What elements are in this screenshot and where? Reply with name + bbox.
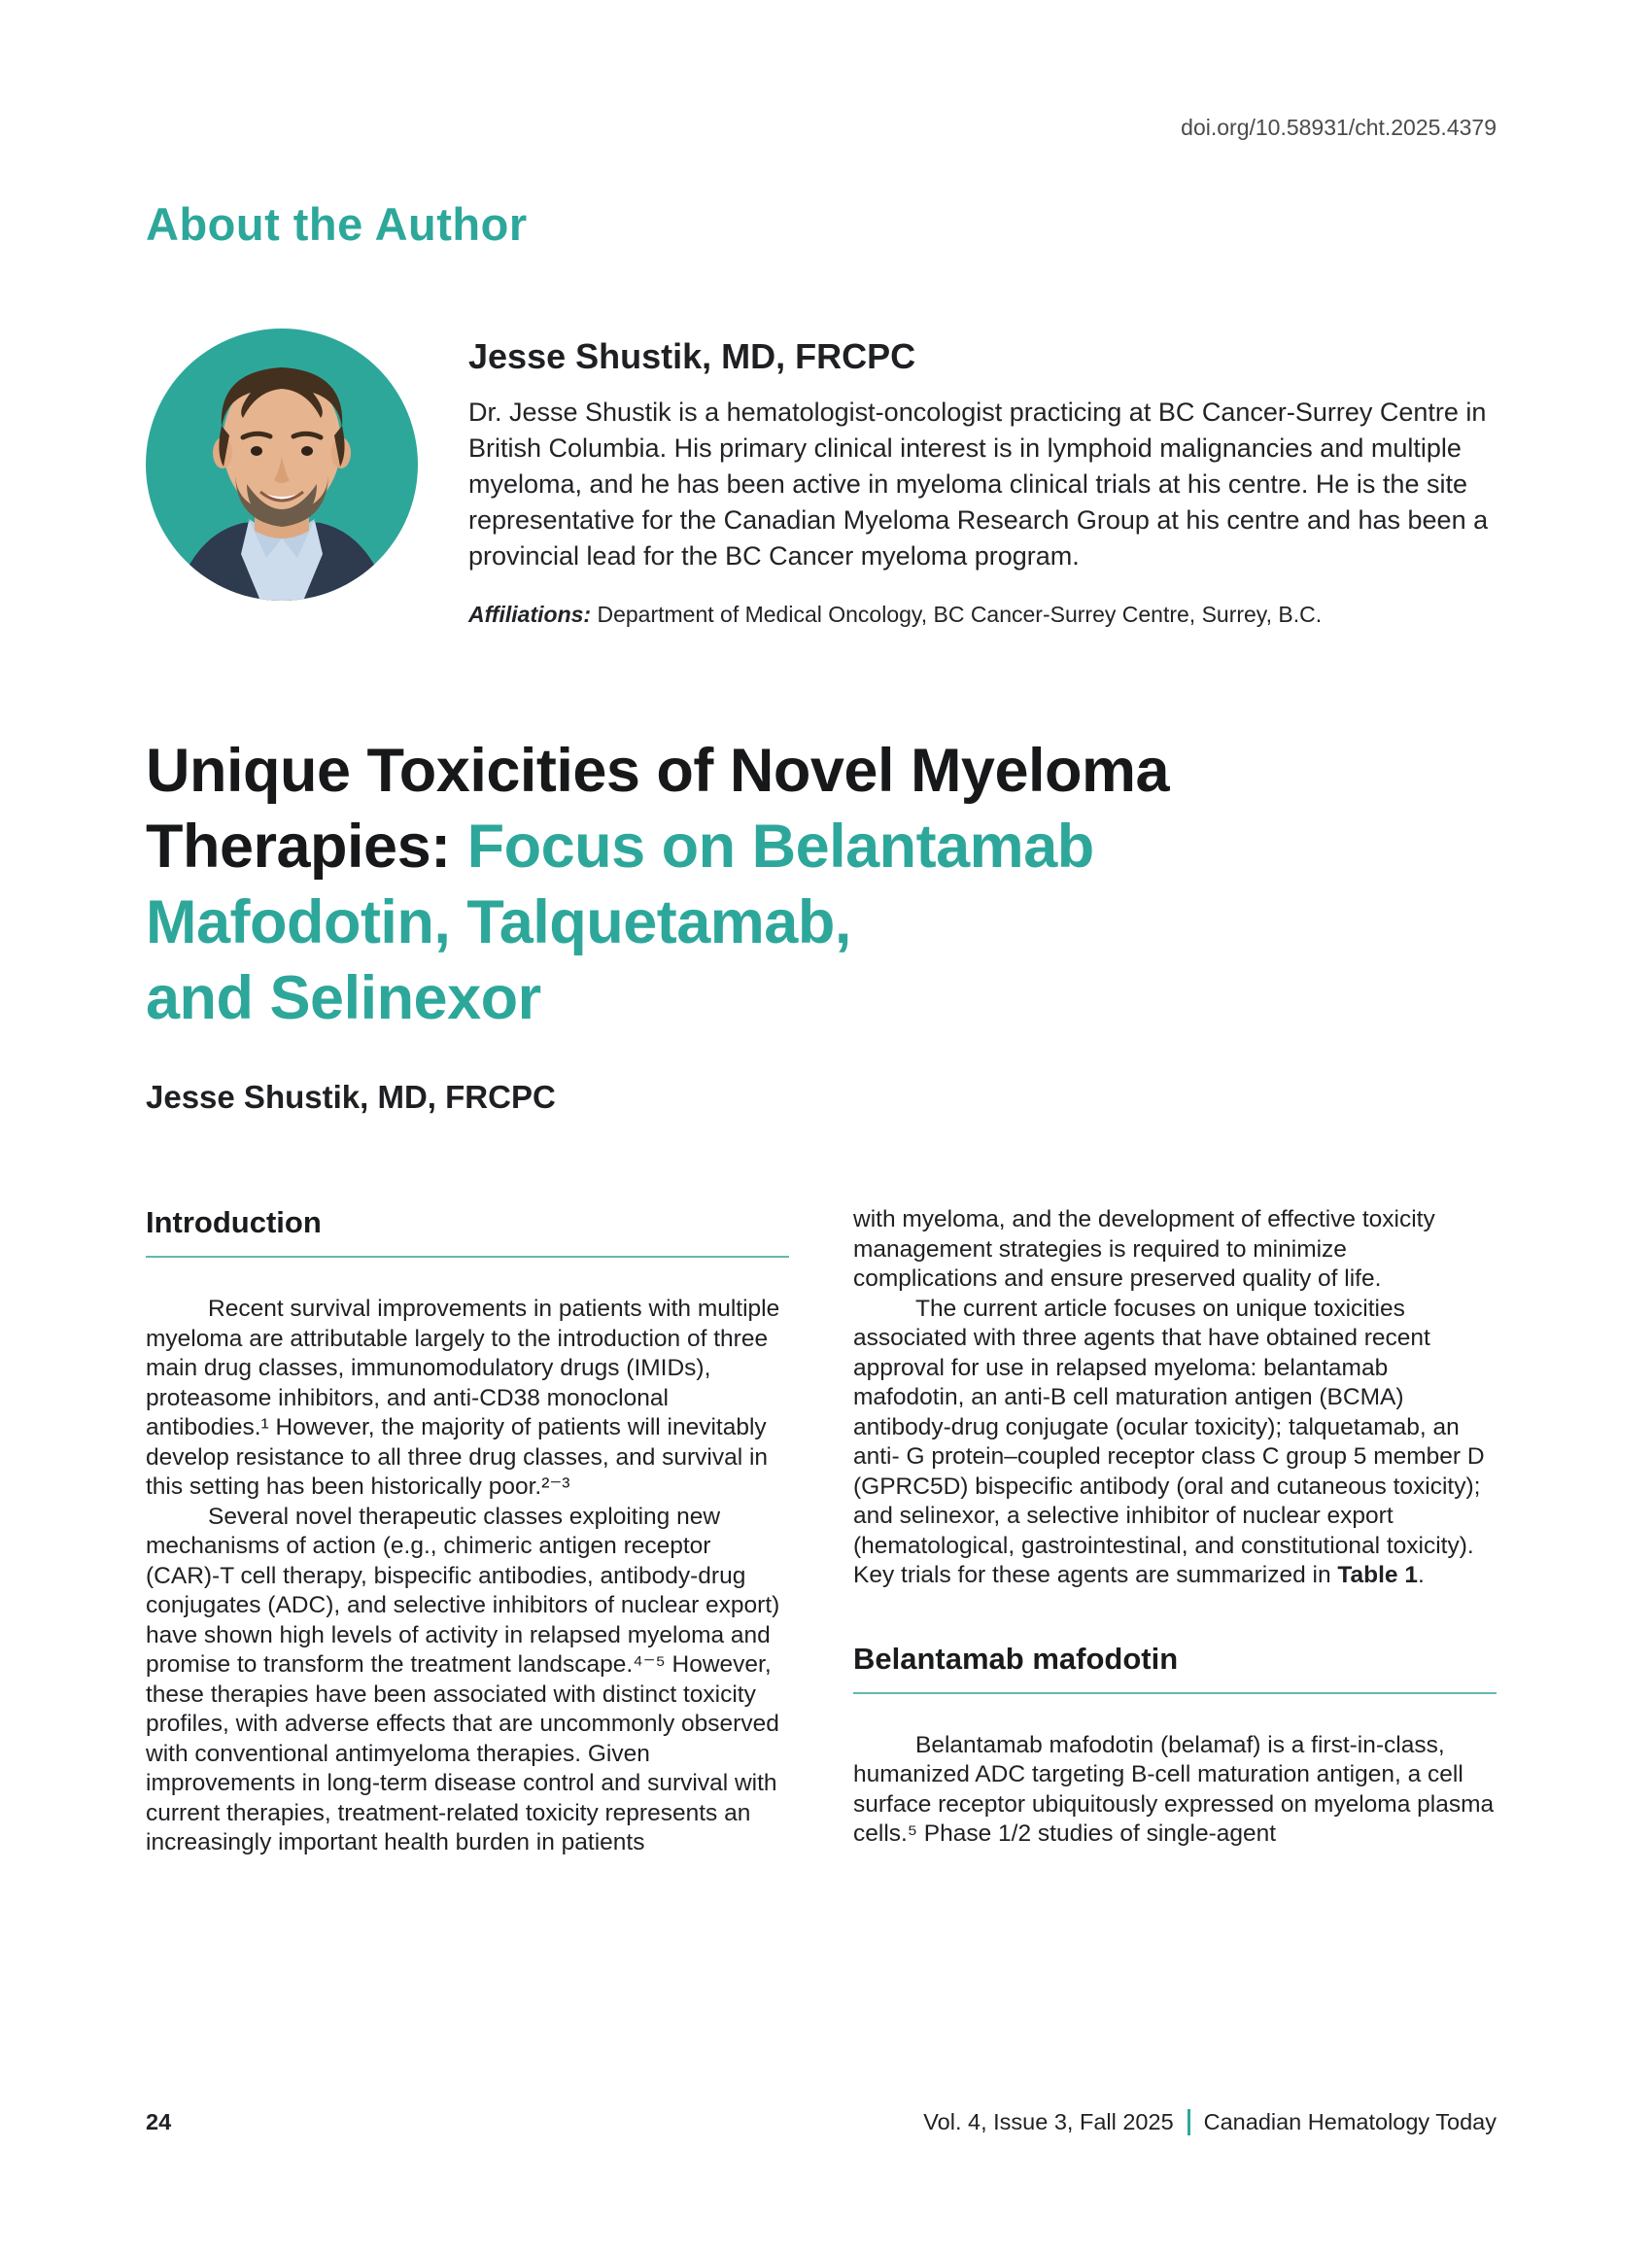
author-affiliations <box>468 602 1497 628</box>
intro-paragraph-1: Recent survival improvements in patients with multiple myeloma are attributable largely to the introduction of three main drug classes, immunomodulatory drugs (IMIDs), proteasome inhibitors, and anti-CD38 monoclonal antibodies.¹ However, the majority of patients will inevitably develop resistance to all three drug classes, and survival in this setting has been historically poor.²⁻³ <box>146 1296 780 1500</box>
left-column <box>146 1205 789 1858</box>
author-name: Jesse Shustik, MD, FRCPC <box>468 336 916 376</box>
journal-name: Canadian Hematology Today <box>1203 2109 1497 2134</box>
title-line-3: Mafodotin, Talquetamab, <box>146 888 851 956</box>
intro-paragraph-4 <box>853 1295 1497 1591</box>
doi-text: doi.org/10.58931/cht.2025.4379 <box>1181 115 1497 140</box>
belantamab-body <box>853 1731 1497 1850</box>
about-the-author-heading: About the Author <box>146 198 528 250</box>
affiliations-text: Department of Medical Oncology, BC Cancer-Surrey Centre, Surrey, B.C. <box>591 602 1323 627</box>
introduction-body <box>146 1295 789 1858</box>
table-1-reference: Table 1 <box>1337 1562 1418 1588</box>
article-byline: Jesse Shustik, MD, FRCPC <box>146 1079 556 1115</box>
intro-paragraph-4-end: . <box>1418 1562 1425 1588</box>
belantamab-paragraph-1: Belantamab mafodotin (belamaf) is a first-in-class, humanized ADC targeting B-cell maturation antigen, a cell surface receptor ubiquitously expressed on myeloma plasma cells.⁵ Phase 1/2 studies of single-agent <box>853 1731 1495 1847</box>
page-footer <box>146 2109 1497 2135</box>
title-line-1: Unique Toxicities of Novel Myeloma <box>146 737 1170 805</box>
footer-journal-info <box>923 2109 1497 2135</box>
article-body <box>146 1205 1497 1858</box>
right-column <box>853 1205 1497 1858</box>
article-title <box>146 733 1497 1036</box>
author-section <box>146 329 1497 628</box>
author-portrait-image <box>146 329 418 601</box>
footer-divider <box>1187 2109 1190 2135</box>
intro-paragraph-4-text: The current article focuses on unique toxicities associated with three agents that have obtained recent approval for use in relapsed myeloma: belantamab mafodotin, an anti-B cell maturation antigen (BCMA) antibody-drug conjugate (ocular toxicity); talquetamab, an anti- G protein–coupled receptor class C group 5 member D (GPRC5D) bispecific antibody (oral and cutaneous toxicity); and selinexor, a selective inhibitor of nuclear export (hematological, gastrointestinal, and constitutional toxicity). Key trials for these agents are summarized in <box>853 1295 1485 1588</box>
page-number: 24 <box>146 2109 172 2134</box>
section-heading-introduction: Introduction <box>146 1205 789 1258</box>
issue-info: Vol. 4, Issue 3, Fall 2025 <box>923 2109 1174 2134</box>
article-page <box>0 115 1652 1858</box>
author-photo <box>146 329 418 601</box>
title-line-2-black: Therapies: <box>146 813 467 881</box>
section-heading-belantamab: Belantamab mafodotin <box>853 1642 1497 1694</box>
author-info <box>468 329 1497 628</box>
intro-paragraph-2: Several novel therapeutic classes exploiting new mechanisms of action (e.g., chimeric antigen receptor (CAR)-T cell therapy, bispecific antibodies, antibody-drug conjugates (ADC), and selective inhibitors of nuclear export) have shown high levels of activity in relapsed myeloma and promise to transform the treatment landscape.⁴⁻⁵ However, these therapies have been associated with distinct toxicity profiles, with adverse effects that are uncommonly observed with conventional antimyeloma therapies. Given improvements in long-term disease control and survival with current therapies, treatment-related toxicity represents an increasingly important health burden in patients <box>146 1503 780 1855</box>
title-line-2-teal: Focus on Belantamab <box>466 813 1094 881</box>
author-bio: Dr. Jesse Shustik is a hematologist-oncologist practicing at BC Cancer-Surrey Centre in British Columbia. His primary clinical interest is in lymphoid malignancies and multiple myeloma, and he has been active in myeloma clinical trials at his centre. He is the site representative for the Canadian Myeloma Research Group at his centre and has been a provincial lead for the BC Cancer myeloma program. <box>468 398 1489 571</box>
intro-paragraph-3: with myeloma, and the development of effective toxicity management strategies is required to minimize complications and ensure preserved quality of life. <box>853 1206 1435 1292</box>
affiliations-label: Affiliations: <box>468 602 592 627</box>
title-line-4: and Selinexor <box>146 964 541 1032</box>
